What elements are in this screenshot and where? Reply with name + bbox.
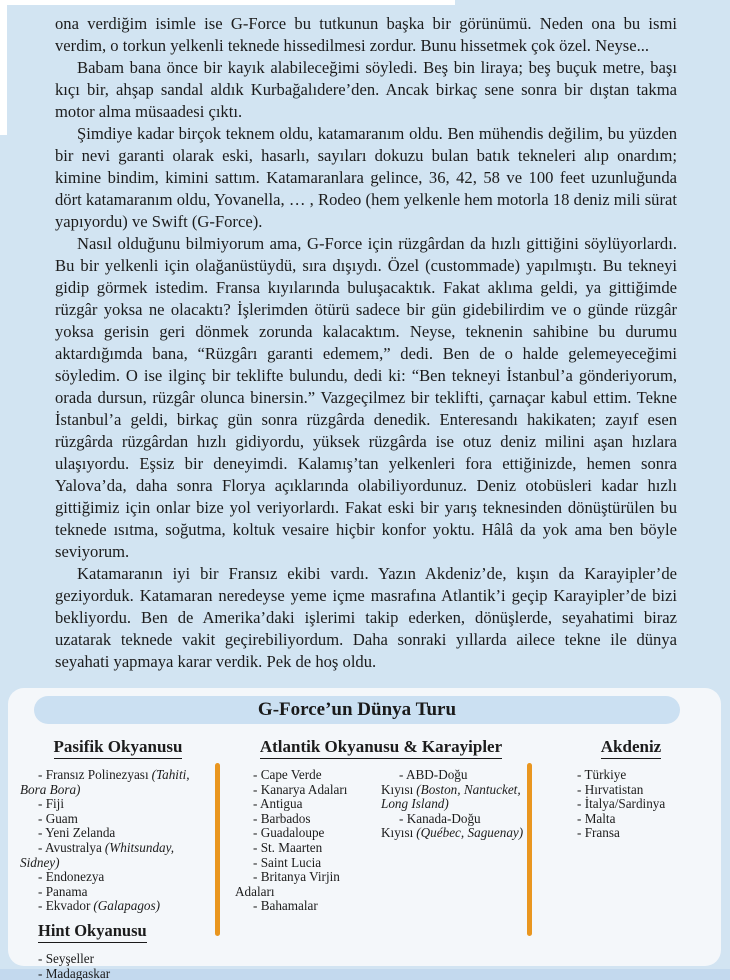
list-item: - Fransız Polinezyası (Tahiti, Bora Bora) — [20, 767, 190, 797]
list-item: - Saint Lucia — [253, 854, 322, 870]
world-tour-box — [8, 688, 721, 980]
list-item: - Kanada-Doğu Kıyısı (Québec, Saguenay) — [381, 810, 524, 841]
list-item: - Bahamalar — [253, 898, 318, 914]
column-header-pacific: Pasifik Okyanusu — [20, 737, 216, 759]
indian-ocean-list — [20, 952, 216, 980]
box-title: G-Force’un Dünya Turu — [257, 699, 457, 720]
list-item: - Antigua — [253, 796, 303, 812]
list-item: - Barbados — [253, 810, 311, 826]
scan-edge-top — [0, 0, 455, 5]
column-header-atlantic: Atlantik Okyanusu & Karayipler — [235, 737, 527, 759]
paragraph: Şimdiye kadar birçok teknem oldu, katamaranım oldu. Ben mühendis değilim, bu yüzden bir nevi garanti olarak eski, hasarlı, sayıları dokuzu bulan batık tekneleri alıp onardım; kimine bindim, kimini sattım. Katamaranlara gelince, 36, 42, 58 ve 100 feet uzunluğunda dört katamaranım oldu, Yovanella, … , Rodeo (hem yelkenle hem motorla 18 deniz mili sürat yapıyordu) ve Swift (G-Force). — [55, 124, 677, 231]
box-title-banner — [34, 696, 680, 724]
list-item: - Fiji — [38, 796, 65, 812]
list-item: - St. Maarten — [253, 839, 323, 855]
orange-divider-left — [215, 763, 220, 936]
orange-divider-right — [527, 763, 532, 936]
column-atlantic-caribbean — [235, 737, 527, 914]
list-item: - ABD-Doğu Kıyısı (Boston, Nantucket, Long Island) — [381, 767, 521, 812]
pacific-list — [20, 768, 216, 914]
list-item: - Türkiye — [577, 767, 627, 782]
mediterranean-list — [559, 768, 717, 841]
list-item: - Kanarya Adaları — [253, 781, 348, 797]
column-header-mediterranean: Akdeniz — [545, 737, 717, 759]
list-item: - Malta — [577, 810, 616, 826]
atlantic-list-a — [235, 768, 381, 914]
column-pacific — [20, 737, 216, 980]
list-item: - Hırvatistan — [577, 781, 644, 797]
list-item: - Fransa — [577, 825, 620, 841]
list-item: - Seyşeller — [38, 950, 95, 966]
paragraph: Nasıl olduğunu bilmiyorum ama, G-Force için rüzgârdan da hızlı gittiğini söylüyorlardı. Bu bir yelkenli için olağanüstüydü, sıra dışıydı. Özel (custommade) yapılmıştı. Bu tekneyi gidip görmek istedim. Fransa kıyılarında buluşacaktık. Fakat aklıma geldi, ya gittiğimde rüzgâr yoksa ne olacaktı? İşlerimden ötürü sadece bir gün gidebilirdim ve o günde rüzgâr yoksa gerisin geri dönmek zorunda kalacaktım. Neyse, teknenin sahibine bu durumu aktardığımda bana, “Rüzgârı garanti edemem,” dedi. Ben de o halde gelemeyeceğimi söyledim. O ise ilginç bir teklifte bulundu, dedi ki: “Ben tekneyi İstanbul’a gönderiyorum, orada dursun, rüzgâr olunca binersin.” Vazgeçilmez bir teklifti, çarnaçar kabul ettim. Tekne İstanbul’a geldi, birkaç gün sonra rüzgârda denedik. Enteresandı hakikaten; zayıf esen rüzgârda rüzgârdan hızlı gidiyordu, yüksek rüzgârda ise otuz deniz milini aşan hızlara ulaşıyordu. Eşsiz bir deneyimdi. Kalamış’tan yelkenleri fora ettiğinizde, hemen sonra Yalova’da, daha sonra Florya açıklarında olabiliyordunuz. Deniz otobüsleri kadar hızlı gittiğimiz için onlar bize yol veriyorlardı. Fakat eski bir yarış teknesinden dönüştürülen bu teknede ısıtma, soğutma, koltuk vesaire hiçbir konfor yoktu. Hâlâ da yok ama ben böyle seviyorum. — [55, 234, 677, 561]
column-mediterranean — [545, 737, 717, 841]
list-item: - Cape Verde — [253, 767, 322, 782]
list-item: - İtalya/Sardinya — [577, 796, 666, 812]
atlantic-list-b — [381, 768, 527, 841]
paragraph: Katamaranın iyi bir Fransız ekibi vardı. Yazın Akdeniz’de, kışın da Karayipler’de geziyorduk. Katamaran neredeyse yeme içme masrafına Atlantik’i geçip Karayipler’de bizi bekliyordu. Ben de Amerika’daki işlerimi takip ederken, dönüşlerde, seyahatimi biraz uzatarak teknede vakit geçirebiliyordum. Daha sonraki yıllarda ailece tekne ile dünya seyahati yapmaya karar verdik. Pek de hoş oldu. — [55, 564, 677, 671]
list-item: - Avustralya (Whitsunday, Sidney) — [20, 839, 175, 870]
list-item: - Endonezya — [38, 869, 105, 885]
list-item: - Madagaskar — [38, 965, 111, 980]
paragraph: ona verdiğim isimle ise G-Force bu tutkunun başka bir görünümü. Neden ona bu ismi verdim, o torkun yelkenli teknede hissedilmesi zordur. Bunu hissetmek çok özel. Neyse... — [55, 14, 677, 55]
list-item: - Britanya Virjin Adaları — [235, 869, 340, 899]
list-item: - Guadaloupe — [253, 825, 325, 841]
list-item: - Yeni Zelanda — [38, 825, 116, 841]
list-item: - Guam — [38, 810, 78, 826]
list-item: - Ekvador (Galapagos) — [38, 898, 161, 914]
paragraph: Babam bana önce bir kayık alabileceğimi söyledi. Beş bin liraya; beş buçuk metre, başı kıçı bir, ahşap sandal aldık Kurbağalıdere’den. Ancak birkaç sene sonra bir dıştan takma motor alma müsaadesi çıktı. — [55, 58, 677, 121]
body-text — [55, 13, 677, 673]
scan-edge-left — [0, 0, 7, 135]
list-item: - Panama — [38, 883, 88, 899]
column-header-indian: Hint Okyanusu — [38, 921, 216, 943]
